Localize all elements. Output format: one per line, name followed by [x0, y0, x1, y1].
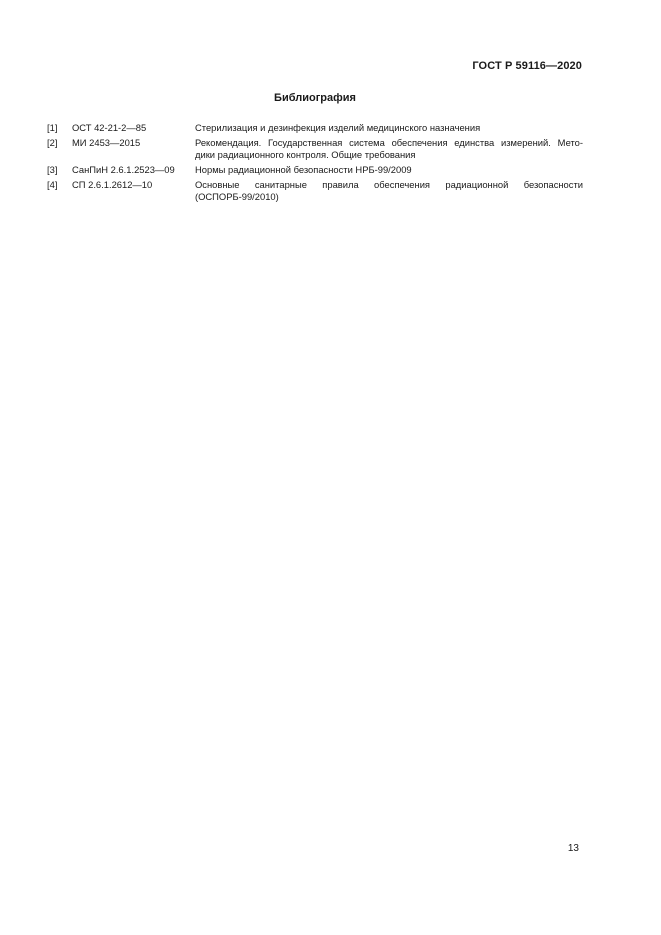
entry-title: [195, 179, 583, 203]
entry-title-line: Основные санитарные правила обеспечения радиационной безопасности: [195, 179, 583, 190]
entry-number: [4]: [47, 179, 58, 190]
entry-code: СП 2.6.1.2612—10: [72, 179, 153, 190]
bibliography-entry: [47, 179, 583, 203]
entry-title: [195, 164, 583, 176]
entry-title-line: дики радиационного контроля. Общие требования: [195, 149, 416, 160]
entry-number: [3]: [47, 164, 58, 175]
bibliography-entry: [47, 122, 583, 134]
entry-number: [1]: [47, 122, 58, 133]
entry-code: СанПиН 2.6.1.2523—09: [72, 164, 175, 175]
entry-title: [195, 137, 583, 161]
entry-number: [2]: [47, 137, 58, 148]
bibliography-entry: [47, 137, 583, 161]
entry-title-line: Стерилизация и дезинфекция изделий медицинского назначения: [195, 122, 481, 133]
entry-code: ОСТ 42-21-2—85: [72, 122, 147, 133]
entry-title-line: (ОСПОРБ-99/2010): [195, 191, 279, 202]
page-number: 13: [567, 843, 579, 854]
entry-title: [195, 122, 583, 134]
document-code: ГОСТ Р 59116—2020: [472, 60, 582, 72]
entry-title-line: Рекомендация. Государственная система обеспечения единства измерений. Мето-: [195, 137, 583, 148]
bibliography-list: [47, 122, 583, 206]
entry-code: МИ 2453—2015: [72, 137, 141, 148]
entry-title-line: Нормы радиационной безопасности НРБ-99/2009: [195, 164, 412, 175]
section-title: Библиография: [274, 92, 356, 104]
bibliography-entry: [47, 164, 583, 176]
